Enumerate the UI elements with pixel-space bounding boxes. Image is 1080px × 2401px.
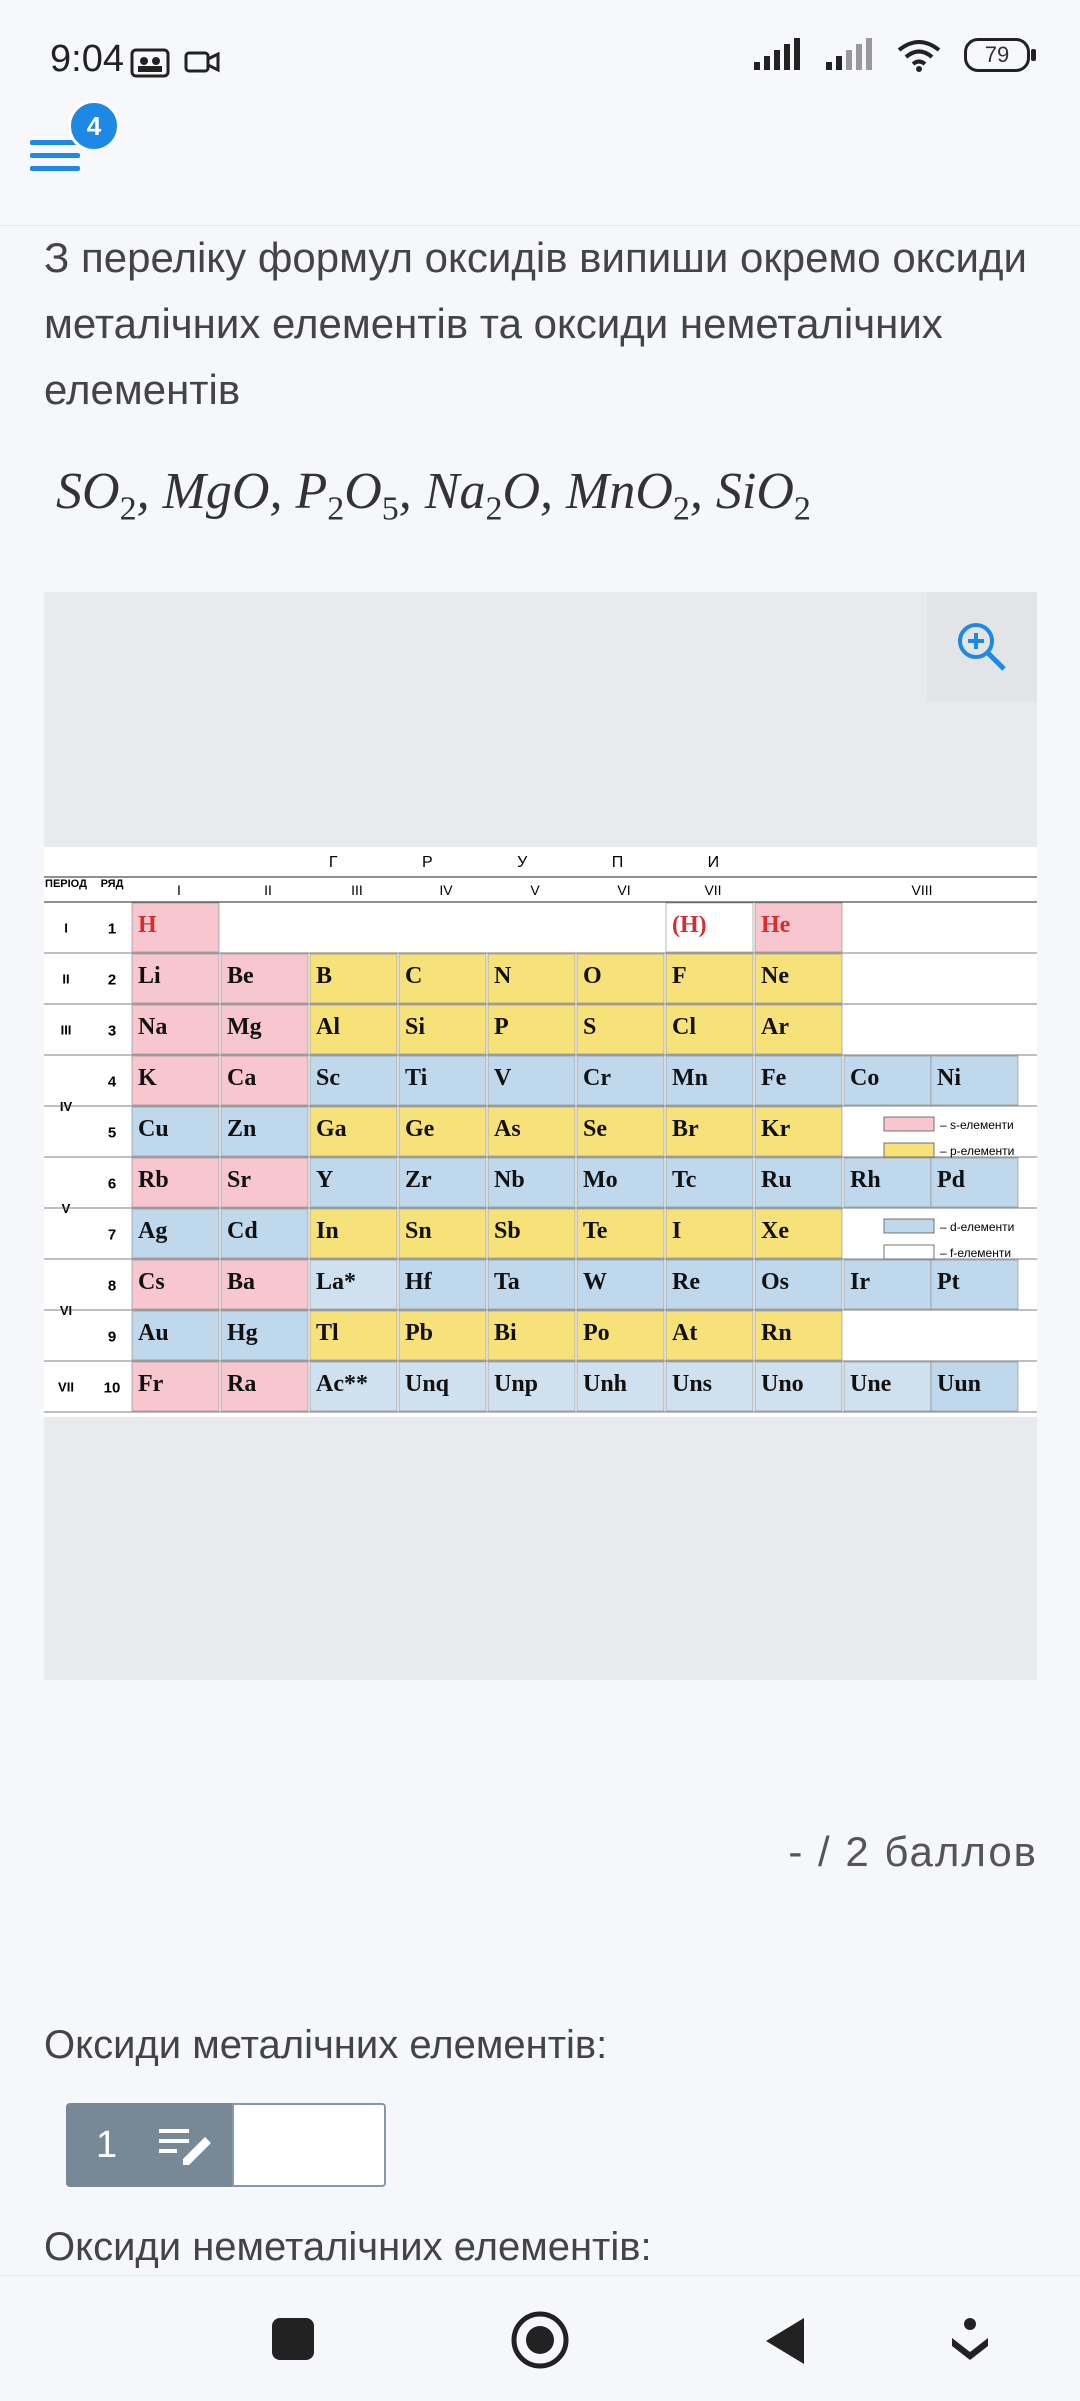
element-symbol: O <box>583 963 602 989</box>
element-symbol: Ga <box>316 1116 347 1142</box>
legend-swatch <box>884 1143 934 1157</box>
element-symbol: Ra <box>227 1371 257 1397</box>
group-label: VI <box>617 882 631 898</box>
period-label: VI <box>59 1303 73 1318</box>
element-symbol: Ba <box>227 1269 256 1295</box>
group-label: I <box>177 882 181 898</box>
element-symbol: Unh <box>583 1371 628 1397</box>
period-label: IV <box>59 1099 73 1114</box>
legend-label: – p-елементи <box>940 1144 1015 1158</box>
element-symbol: Ge <box>405 1116 435 1142</box>
element-symbol: V <box>494 1065 512 1091</box>
element-symbol: Al <box>316 1014 340 1040</box>
formula-mgo: MgO <box>162 463 270 520</box>
nonmetal-oxides-label: Оксиди неметалічних елементів: <box>44 2225 652 2269</box>
element-symbol: Zn <box>227 1116 257 1142</box>
element-symbol: B <box>316 963 333 989</box>
element-symbol: Ac** <box>316 1371 368 1397</box>
element-symbol: Cl <box>672 1014 696 1040</box>
metal-oxides-label: Оксиди металічних елементів: <box>44 2023 608 2067</box>
legend-swatch <box>884 1117 934 1131</box>
legend-swatch <box>884 1219 934 1233</box>
row-label: 5 <box>107 1124 117 1142</box>
formula-list: $SO_2$, MgO, $P_2O_5$, $Na_2O$, MnO$_2$, SiO$_2$ <box>56 463 811 528</box>
element-symbol: Ir <box>850 1269 870 1295</box>
legend-label: – d-елементи <box>940 1220 1015 1234</box>
element-symbol: Rb <box>138 1167 169 1193</box>
legend-swatch <box>884 1245 934 1259</box>
element-symbol: Li <box>138 963 161 989</box>
element-symbol: Pb <box>405 1320 434 1346</box>
element-symbol: Ar <box>761 1014 789 1040</box>
element-symbol: Zr <box>405 1167 432 1193</box>
element-symbol: Ni <box>937 1065 961 1091</box>
element-symbol: Xe <box>761 1218 789 1244</box>
status-bar <box>0 0 1080 120</box>
element-symbol: Po <box>583 1320 610 1346</box>
element-symbol: At <box>672 1320 698 1346</box>
element-symbol: Si <box>405 1014 426 1040</box>
element-symbol: Ag <box>138 1218 168 1244</box>
signal-2-icon <box>824 38 874 72</box>
status-left-icons <box>130 44 220 80</box>
element-symbol: Be <box>227 963 254 989</box>
period-label: V <box>61 1201 71 1216</box>
zoom-in-icon <box>954 619 1010 675</box>
element-symbol: Sn <box>405 1218 432 1244</box>
element-symbol: P <box>494 1014 509 1040</box>
row-label: 1 <box>107 920 117 938</box>
element-symbol: Uns <box>672 1371 713 1397</box>
element-symbol: Ca <box>227 1065 257 1091</box>
zoom-button[interactable] <box>927 592 1037 702</box>
element-symbol: H <box>138 912 157 938</box>
legend-label: – s-елементи <box>940 1118 1014 1132</box>
formula-na2o: $Na_2O$ <box>424 463 541 528</box>
element-symbol: Tl <box>316 1320 339 1346</box>
element-symbol: Re <box>672 1269 700 1295</box>
element-symbol: Unp <box>494 1371 539 1397</box>
period-header: ПЕРІОД <box>45 878 87 890</box>
question-image[interactable] <box>44 592 1037 1680</box>
contacts-icon <box>130 44 170 80</box>
status-right-icons <box>752 38 1030 72</box>
element-symbol: N <box>494 963 512 989</box>
battery-indicator: 79 <box>964 38 1030 72</box>
element-symbol: Rn <box>761 1320 792 1346</box>
element-symbol: Uno <box>761 1371 804 1397</box>
element-symbol: Cu <box>138 1116 169 1142</box>
element-symbol: Nb <box>494 1167 525 1193</box>
home-icon[interactable] <box>510 2310 570 2370</box>
row-label: 8 <box>107 1277 117 1295</box>
element-symbol: Te <box>583 1218 608 1244</box>
row-header: РЯД <box>100 878 124 890</box>
period-label: I <box>64 920 68 936</box>
groups-title: Г Р У П И <box>328 854 760 871</box>
group-label: VII <box>704 882 722 898</box>
answer-row-1 <box>66 2103 386 2187</box>
element-symbol: I <box>672 1218 682 1244</box>
element-symbol: Mg <box>227 1014 262 1040</box>
element-symbol: In <box>316 1218 339 1244</box>
score-display: - / 2 баллов <box>788 1828 1038 1875</box>
formula-so2: $SO_2$ <box>56 463 137 528</box>
element-symbol: Hg <box>227 1320 258 1346</box>
element-symbol: Mo <box>583 1167 618 1193</box>
element-symbol: Sr <box>227 1167 251 1193</box>
element-symbol: Kr <box>761 1116 791 1142</box>
element-symbol: C <box>405 963 423 989</box>
element-symbol: Une <box>850 1371 892 1397</box>
period-label: III <box>60 1022 72 1038</box>
element-symbol: Cr <box>583 1065 611 1091</box>
element-symbol: (H) <box>672 912 707 938</box>
video-icon <box>184 44 220 80</box>
element-symbol: Rh <box>850 1167 881 1193</box>
group-label: II <box>264 882 272 898</box>
element-symbol: Unq <box>405 1371 450 1397</box>
element-symbol: Cs <box>138 1269 165 1295</box>
recents-icon[interactable] <box>270 2316 316 2362</box>
element-symbol: Au <box>138 1320 169 1346</box>
metal-oxides-input[interactable] <box>232 2103 386 2187</box>
menu-button[interactable] <box>30 140 80 180</box>
formula-p2o5: $P_2O_5$ <box>295 463 399 528</box>
group-label: VIII <box>911 882 933 898</box>
signal-icon <box>752 38 802 72</box>
status-time: 9:04 <box>50 38 124 80</box>
element-symbol: Sc <box>316 1065 340 1091</box>
group-label: III <box>351 882 363 898</box>
formula-mno2: MnO$_2$ <box>566 463 690 528</box>
answer-index-box: 1 <box>66 2103 232 2187</box>
element-symbol: K <box>138 1065 157 1091</box>
element-symbol: He <box>761 912 791 938</box>
element-symbol: Cd <box>227 1218 258 1244</box>
element-symbol: Ne <box>761 963 789 989</box>
periodic-table <box>44 847 1037 1417</box>
wifi-icon <box>896 38 942 72</box>
element-symbol: Na <box>138 1014 168 1040</box>
element-symbol: F <box>672 963 687 989</box>
element-symbol: As <box>494 1116 521 1142</box>
element-symbol: Bi <box>494 1320 517 1346</box>
notification-badge[interactable]: 4 <box>68 100 120 152</box>
element-symbol: Br <box>672 1116 699 1142</box>
group-label: IV <box>439 882 453 898</box>
question-text: З переліку формул оксидів випиши окремо оксиди металічних елементів та оксиди неметалічних елементів <box>44 234 1027 413</box>
row-label: 6 <box>107 1175 117 1193</box>
row-label: 7 <box>107 1226 117 1244</box>
element-symbol: Fr <box>138 1371 164 1397</box>
edit-note-icon <box>157 2125 213 2165</box>
element-symbol: Tc <box>672 1167 697 1193</box>
system-nav-bar <box>0 2275 1080 2401</box>
element-symbol: Y <box>316 1167 334 1193</box>
row-label: 10 <box>103 1379 121 1397</box>
period-label: VII <box>58 1379 74 1395</box>
element-symbol: Pd <box>937 1167 966 1193</box>
group-label: V <box>530 882 540 898</box>
row-label: 3 <box>107 1022 117 1040</box>
element-symbol: W <box>583 1269 607 1295</box>
element-symbol: Fe <box>761 1065 787 1091</box>
legend-label: – f-елементи <box>940 1246 1012 1260</box>
element-symbol: Ti <box>405 1065 428 1091</box>
element-symbol: La* <box>316 1269 357 1295</box>
element-symbol: Uun <box>937 1371 982 1397</box>
back-icon[interactable] <box>762 2316 808 2366</box>
element-symbol: Sb <box>494 1218 521 1244</box>
element-symbol: Hf <box>405 1269 432 1295</box>
assistant-icon[interactable] <box>950 2316 990 2366</box>
app-bar <box>0 120 1080 226</box>
row-label: 4 <box>107 1073 117 1091</box>
element-symbol: Co <box>850 1065 880 1091</box>
element-symbol: Os <box>761 1269 790 1295</box>
row-label: 9 <box>107 1328 117 1346</box>
row-label: 2 <box>107 971 117 989</box>
element-symbol: Ru <box>761 1167 792 1193</box>
element-symbol: S <box>583 1014 597 1040</box>
element-symbol: Mn <box>672 1065 708 1091</box>
formula-sio2: SiO$_2$ <box>715 463 811 528</box>
element-symbol: Pt <box>937 1269 960 1295</box>
element-symbol: Ta <box>494 1269 520 1295</box>
element-symbol: Se <box>583 1116 607 1142</box>
period-label: II <box>62 971 70 987</box>
